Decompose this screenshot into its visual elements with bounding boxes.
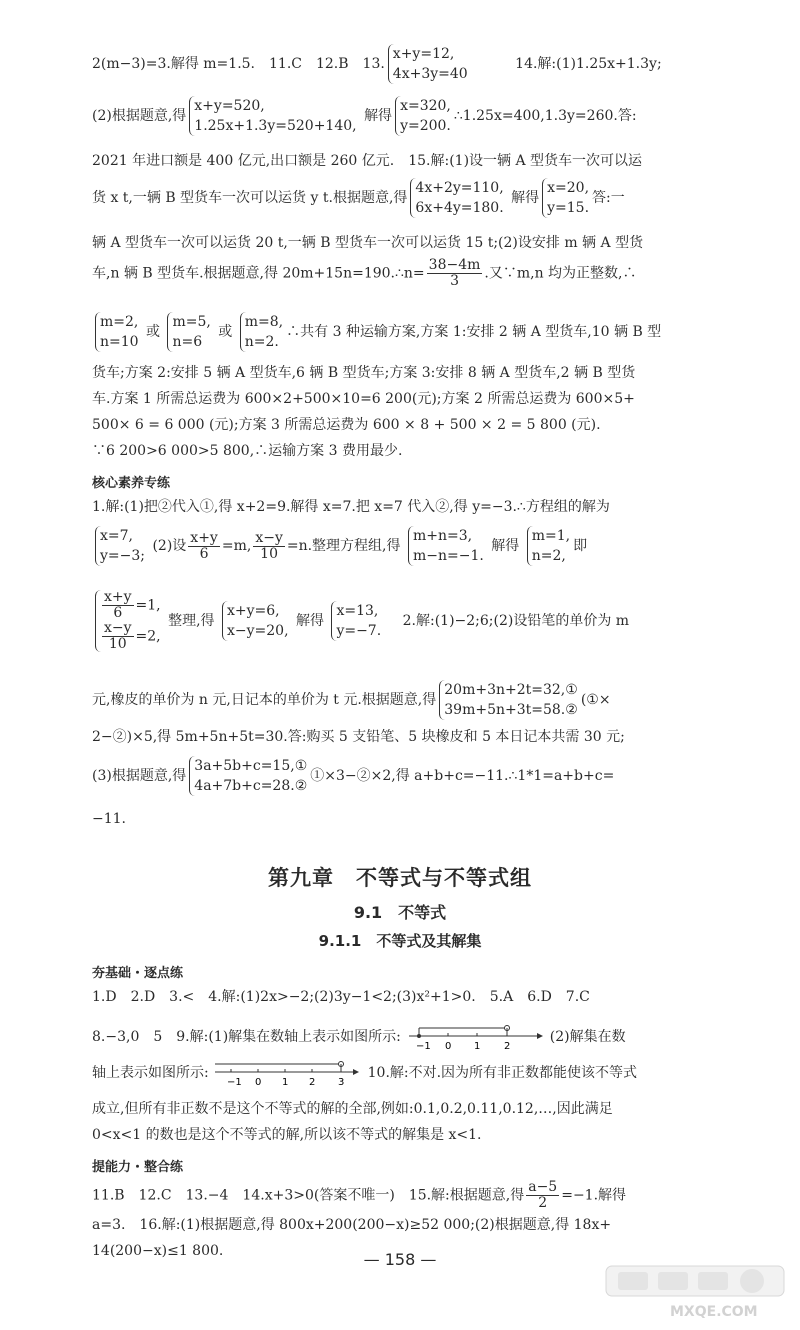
answer-line: ∵6 200>6 000>5 800,∴运输方案 3 费用最少. bbox=[92, 443, 403, 459]
tick-label: 3 bbox=[338, 1077, 345, 1088]
section-heading: 提能力・整合练 bbox=[92, 1160, 184, 1175]
answer-line: 1.D 2.D 3.< 4.解:(1)2x>−2;(2)3y−1<2;(3)x²+1>0. 5.A 6.D 7.C bbox=[92, 989, 590, 1005]
answer-line: 2021 年进口额是 400 亿元,出口额是 260 亿元. 15.解:(1)设一辆 A 型货车一次可以运 bbox=[92, 153, 643, 169]
equation-system: x+y=12, 4x+3y=40 bbox=[388, 44, 468, 84]
answer-line: 0<x<1 的数也是这个不等式的解,所以该不等式的解集是 x<1. bbox=[92, 1127, 482, 1143]
tick-label: −1 bbox=[227, 1077, 242, 1088]
fraction: $\frac{x+y}{6}$ bbox=[104, 589, 132, 621]
answer-line: (2)根据题意,得 x+y=520, 1.25x+1.3y=520+140, 解得 x=320, y=200. ∴1.25x=400,1.3y=260.答: bbox=[92, 98, 637, 134]
fraction: $\frac{a-5}{2}$ bbox=[528, 1179, 558, 1211]
number-line-diagram bbox=[213, 1058, 363, 1088]
answer-line: 元,橡皮的单价为 n 元,日记本的单价为 t 元.根据题意,得 20m+3n+2t=32,① 39m+5n+3t=58.② (①× bbox=[92, 682, 611, 718]
equation-system: 20m+3n+2t=32,① 39m+5n+3t=58.② bbox=[439, 680, 578, 720]
equation-system: m=8, n=2. bbox=[240, 312, 283, 352]
answer-line: 8.−3,0 5 9.解:(1)解集在数轴上表示如图所示: −1 0 1 2 (2)解集在数 bbox=[92, 1022, 626, 1052]
equation-system: x=7, y=−3; bbox=[95, 526, 145, 566]
answer-line: $\frac{x+y}{6}$ =1, $\frac{x-y}{10}$ =2, 整理,得 x+y=6, x−y=20, 解得 x=13, y=−7. 2.解:(1)−2;6;(2)设铅笔的单价为 m bbox=[92, 590, 629, 652]
page-number: — 158 — bbox=[363, 1250, 437, 1269]
answer-line: 货 x t,一辆 B 型货车一次可以运货 y t.根据题意,得 4x+2y=110, 6x+4y=180. 解得 x=20, y=15. 答:一 bbox=[92, 180, 625, 216]
number-line-diagram bbox=[405, 1022, 545, 1052]
answer-line: 车.方案 1 所需总运费为 600×2+500×10=6 200(元);方案 2 所需总运费为 600×5+ bbox=[92, 391, 635, 407]
answer-line: 1.解:(1)把②代入①,得 x+2=9.解得 x=7.把 x=7 代入②,得 y=−3.∴方程组的解为 bbox=[92, 499, 610, 515]
equation-system: m=5, n=6 bbox=[167, 312, 210, 352]
answer-line: 成立,但所有非正数不是这个不等式的解的全部,例如:0.1,0.2,0.11,0.12,…,因此满足 bbox=[92, 1101, 613, 1117]
answer-line: 2(m−3)=3.解得 m=1.5. 11.C 12.B 13. x+y=12, 4x+3y=40 14.解:(1)1.25x+1.3y; bbox=[92, 46, 662, 82]
fraction: $\frac{x-y}{10}$ bbox=[255, 529, 283, 562]
answer-line: 车,n 辆 B 型货车.根据题意,得 20m+15n=190.∴n= $\frac{38-4m}{3}$ .又∵m,n 均为正整数,∴ bbox=[92, 257, 637, 289]
equation-system: $\frac{x+y}{6}$ =1, $\frac{x-y}{10}$ =2, bbox=[95, 590, 161, 652]
answer-line: 14(200−x)≤1 800. bbox=[92, 1243, 224, 1259]
watermark-logo bbox=[600, 1262, 790, 1322]
answer-line: 货车;方案 2:安排 5 辆 A 型货车,6 辆 B 型货车;方案 3:安排 8 辆 A 型货车,2 辆 B 型货 bbox=[92, 365, 636, 381]
answer-line: 500× 6 = 6 000 (元);方案 3 所需总运费为 600 × 8 + 500 × 2 = 5 800 (元). bbox=[92, 417, 601, 433]
equation-system: m=2, n=10 bbox=[95, 312, 139, 352]
fraction: $\frac{x-y}{10}$ bbox=[104, 620, 132, 652]
equation-system: x=13, y=−7. bbox=[331, 601, 381, 641]
answer-line: x=7, y=−3; (2)设 $\frac{x+y}{6}$ =m, $\frac{x-y}{10}$ =n.整理方程组,得 m+n=3, m−n=−1. 解得 m=1, n=2, 即 bbox=[92, 526, 587, 566]
fraction: $\frac{38-4m}{3}$ bbox=[428, 257, 481, 289]
equation-system: x+y=520, 1.25x+1.3y=520+140, bbox=[189, 96, 356, 136]
chapter-title: 第九章 不等式与不等式组 bbox=[268, 866, 532, 890]
tick-label: 2 bbox=[504, 1041, 511, 1052]
answer-line: m=2, n=10 或 m=5, n=6 或 m=8, n=2. ∴共有 3 种运输方案,方案 1:安排 2 辆 A 型货车,10 辆 B 型 bbox=[92, 312, 661, 352]
section-heading: 核心素养专练 bbox=[92, 476, 171, 491]
answer-line: 2−②)×5,得 5m+5n+5t=30.答:购买 5 支铅笔、5 块橡皮和 5 本日记本共需 30 元; bbox=[92, 729, 625, 745]
equation-system: x+y=6, x−y=20, bbox=[222, 601, 289, 641]
tick-label: −1 bbox=[416, 1041, 432, 1052]
equation-system: m=1, n=2, bbox=[527, 526, 570, 566]
equation-system: x=20, y=15. bbox=[542, 178, 589, 218]
tick-label: 1 bbox=[282, 1077, 289, 1088]
tick-label: 0 bbox=[255, 1077, 262, 1088]
answer-line: 轴上表示如图所示: −1 0 1 2 3 10.解:不对.因为所有非正数都能使该不等式 bbox=[92, 1058, 637, 1088]
answer-line: −11. bbox=[92, 811, 126, 827]
equation-system: 4x+2y=110, 6x+4y=180. bbox=[410, 178, 503, 218]
fraction: $\frac{x+y}{6}$ bbox=[190, 529, 218, 562]
watermark-text: MXQE.COM bbox=[670, 1304, 758, 1320]
answer-line: a=3. 16.解:(1)根据题意,得 800x+200(200−x)≥52 000;(2)根据题意,得 18x+ bbox=[92, 1217, 612, 1233]
tick-label: 1 bbox=[474, 1041, 481, 1052]
tick-label: 0 bbox=[445, 1041, 452, 1052]
answer-line: 辆 A 型货车一次可以运货 20 t,一辆 B 型货车一次可以运货 15 t;(2)设安排 m 辆 A 型货 bbox=[92, 235, 644, 251]
tick-label: 2 bbox=[309, 1077, 316, 1088]
equation-system: m+n=3, m−n=−1. bbox=[408, 526, 484, 566]
answer-line: (3)根据题意,得 3a+5b+c=15,① 4a+7b+c=28.② ①×3−②×2,得 a+b+c=−11.∴1*1=a+b+c= bbox=[92, 758, 615, 794]
subsection-title: 9.1.1 不等式及其解集 bbox=[318, 932, 482, 950]
section-title: 9.1 不等式 bbox=[353, 903, 447, 922]
section-heading: 夯基础・逐点练 bbox=[92, 966, 184, 981]
equation-system: 3a+5b+c=15,① 4a+7b+c=28.② bbox=[189, 756, 307, 796]
answer-line: 11.B 12.C 13.−4 14.x+3>0(答案不唯一) 15.解:根据题意,得 $\frac{a-5}{2}$ =−1.解得 bbox=[92, 1179, 627, 1211]
equation-system: x=320, y=200. bbox=[395, 96, 451, 136]
